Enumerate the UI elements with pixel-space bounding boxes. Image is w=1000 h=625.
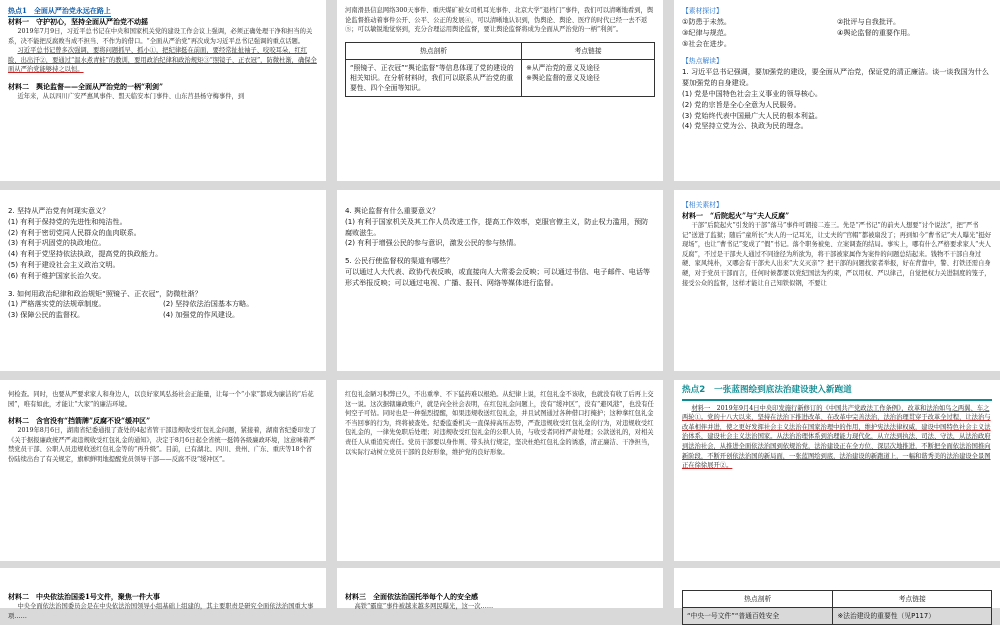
question: 1. 习近平总书记强调，要加强党的建设，要全面从严治党，保证党的清正廉洁。谈一谈我国为什么要加强党的自身建设。 <box>682 67 989 88</box>
slide-questions-2-3 <box>0 190 326 371</box>
answer-item: (2) 坚持依法治国基本方略。 <box>163 299 254 309</box>
analysis-table <box>345 42 655 97</box>
answer-item: (3) 有利于巩固党的执政地位。 <box>8 238 106 248</box>
keyword-item: ④舆论监督的重要作用。 <box>837 27 915 37</box>
keywords-list <box>682 17 992 49</box>
slide-material-central-doc <box>0 568 326 620</box>
table-header: 热点剖析 <box>346 42 522 59</box>
hot-topic-label: 热点1 全面从严治党永远在路上 <box>8 6 111 15</box>
question: 5. 公民行使监督权的渠道有哪些？ <box>345 256 454 266</box>
answer-item: (6) 有利于维护国家长治久安。 <box>8 270 106 280</box>
slide-material-safety <box>337 568 663 608</box>
answer-item: (3) 党始终代表中国最广大人民的根本利益。 <box>682 110 822 120</box>
analysis-table <box>682 590 992 625</box>
section-tag: 【素材探讨】 <box>682 7 723 15</box>
slide-hot-topic-2 <box>674 380 1000 561</box>
material-paragraph: 近年来，从以四川广安严惠风事件、盟天临安本门事件、山东莒县杨守梅事件，到 <box>17 92 245 100</box>
hot-topic-title <box>682 386 992 401</box>
material-title: 材料二 中央依法治国委1号文件，聚焦一件大事 <box>8 592 160 601</box>
question: 4. 舆论监督有什么重要意义？ <box>345 206 440 215</box>
slide-material-2 <box>0 380 326 561</box>
exam-point: ※舆论监督的意义及途径 <box>526 73 600 82</box>
slide-related-material <box>674 190 1000 371</box>
table-header: 考点链接 <box>522 42 655 59</box>
keyword-item: ②批评与自我批评。 <box>837 17 901 26</box>
table-cell: ※法治建设的重要性（见P117） <box>833 608 992 625</box>
answer-item: (5) 有利于建设社会主义政治文明。 <box>8 259 120 269</box>
material-title: 材料一 “后院起火”与“夫人反腐” <box>682 211 790 220</box>
material-paragraph: 材料一 2019年9月4日中央印发施行新修订的《中国共产党政法工作条例》，改革和法治如鸟之两翼、车之两轮①。党的十八大以来，坚持在法治下推进改革、在改革中完善法治，法治治理贯穿于改革全过程，让法治与改革相伴并进，使之更好发挥社会主义法治在国家治理中的作用，维护宪法法律权威，建设中国特色社会主义法治体系，建设社会主义法治国家。从法治治理体系到治理能力现代化，从立法到执法、司法、守法，从法治政府到法治社会，从推进全面依法治国到依规治党，法治建设正在全方位、深层次地推进，不断把全面依法治国推向新阶段，不断开创依法治国的新局面，一张蓝图绘到底，法治建设的新跑道上，一幅和谐秀美的法治建设全景图正在徐徐展开②。 <box>682 404 991 470</box>
slide-discussion <box>674 0 1000 181</box>
keyword-item: ⑤社会在进步。 <box>682 38 731 48</box>
answer-item: (2) 党的宗旨是全心全意为人民服务。 <box>682 99 801 109</box>
material-title: 材料三 全面依法治国托举每个人的安全感 <box>345 592 478 601</box>
answer-item: (4) 有利于党坚持依法执政，提高党的执政能力。 <box>8 249 163 259</box>
hot-topic-number: 热点2 <box>682 385 706 395</box>
table-cell: “照镜子、正衣冠”“舆论监督”等信息体现了党的建设的相关知识。在分析材料时，我们可以联系从严治党的重要性、四个全面等知识。 <box>346 59 522 96</box>
slide-material-table <box>337 0 663 181</box>
section-tag: 【相关素材】 <box>682 201 723 209</box>
answer-item: 可以通过人大代表、政协代表反映，或直接向人大常委会反映；可以通过书信、电子邮件、电话等形式举报反映；可以通过电视、广播、报刊、网络等媒体进行监督。 <box>345 266 651 287</box>
answer-item: (4) 党坚持立党为公、执政为民的理念。 <box>682 121 808 131</box>
material-title: 材料二 舆论监督——全面从严治党的一柄“利剑” <box>8 81 164 91</box>
answer-item: (4) 加强党的作风建设。 <box>163 310 240 320</box>
material-paragraph: 红包礼金陋习积弊已久，不出重拳、不下猛药难以根绝。从纪律上说，红包礼金不该收，也就没有收了后再上交这一说。这次据辖廉政账户，就是向全社会表明，在红包礼金问题上，没有“缓冲区”，没有“避风港”，也没有任何空子可钻。同时也是一种强烈提醒，如果违规收送红包礼金，并且试图通过各种借口打掩护；这种拿红包礼金不当回事的行为，终将被查处。纪委监委机关一直保持高压态势，严查违规收受红包礼金的行为，对违规收受红包礼金的，一律先免职后处理；对违规收受红包礼金的公职人员，与收受者同样严肃处理；公款送礼的，对相关责任人从重追究责任。党员干部要以身作则、带头执行规定，坚决杜绝红包礼金的诱惑，清正廉洁、干净担当，以实际行动树立党员干部的良好形象，维护党的良好形象。 <box>345 391 654 456</box>
section-tag: 【热点解读】 <box>682 57 723 66</box>
keyword-item: ③纪律与规范。 <box>682 27 731 37</box>
table-header: 热点剖析 <box>683 591 833 608</box>
material-paragraph: 干部“后院起火”引发的干部“落马”事件可谓接二连三。先是“严书记”的前夫人想要“讨个说法”，把“严书记”送进了监狱；随后“童所长”夫人的一记耳光，让丈夫的“官帽”都被扇没了；再到如今“曹书记”夫人曝光“挺好现场”，也让“曹书记”变成了“假”书记。落个职务被免、立案调查的结局。事实上，哪有什么严格要求家人“夫人反腐”，不过是干部夫人通过不同途径为所欲为，将干部被家属作为案件的问题总结起来。钱物不干部自身过硬、家风纯朴，又哪会有干部夫人出来“大义灭亲”？把干部的问题找家者举报，好在背靠中，警、打铁还需自身硬，对于党员干部而言，任何时候都要以党纪国法为约束，严以用权、严以律己，自觉把权力关进制度的笼子，接受公众的监督，这样才能让自己知铁似钢，不要让 <box>682 222 992 287</box>
answer-item: (2) 有利于密切党同人民群众的血肉联系。 <box>8 227 141 237</box>
table-header: 考点链接 <box>833 591 992 608</box>
material-paragraph: 习近平总书记曾多次强调，要将问题抓早、抓小①，把纪律挺在前面，要经常扯扯袖子、咬咬耳朵，红红脸、出出汗②，要通过“温水煮青蛙”的教训，要用政治纪律和政治规矩③“照镜子、正衣冠”，防微杜渐，确保全面从严治党能够持之以恒。 <box>8 47 317 74</box>
answer-item: (1) 严格落实党的法规章制度。 <box>8 299 106 309</box>
material-paragraph: 河南滑县信息网络300天事件、重庆煤矿被女司机耳光事件、北京大学“退档门”事件，我们可以清晰地看到，舆论监督推动着事件公开、公平、公正的发展④，可以清晰地认识到，伪舆论、舆论、医疗的时代已经一去不返⑤；可以敏锐地觉察到，充分合理运用舆论监督，要让舆论监督将成为全面从严治党的一柄“利剑”。 <box>345 7 654 34</box>
material-title: 材料一 守护初心，坚持全面从严治党不动摇 <box>8 17 148 26</box>
answer-item: (1) 有利于国家机关及其工作人员改进工作，提高工作效率，克服官僚主义，防止权力滥用，预防腐败滋生。 <box>345 216 649 237</box>
hot-topic-heading: 一张蓝图绘到底法治建设驶入新跑道 <box>714 385 852 395</box>
question: 3. 如何用政治纪律和政治规矩“照镜子、正衣冠”，防微杜渐？ <box>8 288 202 298</box>
material-paragraph: 2019年7月9日，习近平总书记在中央和国家机关党的建设工作会议上强调，必须正确处理干净和担当的关系，决不能把反腐败当成不担当、不作为的借口。“全面从严治党”再次成为习近平总书记强调的重点话题。 <box>8 28 313 45</box>
answer-item: (3) 保障公民的监督权。 <box>8 310 85 320</box>
slide-analysis-table-2 <box>674 568 1000 620</box>
answer-row <box>8 299 318 321</box>
slide-questions-4-5 <box>337 190 663 371</box>
answer-item: (1) 有利于保持党的先进性和纯洁性。 <box>8 216 127 226</box>
material-paragraph: 高铁“霸座”事件被越来越多网民曝光，这一次…… <box>354 603 494 610</box>
slide-material-continued <box>337 380 663 561</box>
slide-hot-topic-1 <box>0 0 326 181</box>
answer-item: (2) 有利于增强公民的参与意识，激发公民的参与热情。 <box>345 238 521 248</box>
exam-point: ※从严治党的意义及途径 <box>526 63 600 72</box>
keyword-item: ①防患于未然。 <box>682 17 731 26</box>
table-cell: “中央一号文件”“普通百姓安全 <box>683 608 833 625</box>
answer-item: (1) 党是中国特色社会主义事业的领导核心。 <box>682 88 822 98</box>
material-paragraph: 中央全面依法治国委员会是在中央依法治国领导小组基础上组建的，其主要职责是研究全面依法治国重大事项…… <box>8 603 314 620</box>
material-paragraph: 2019年8月6日，湖南省纪委通报了查处的4起省管干部违规收受红包礼金问题，紧接着，湖南省纪委印发了《关于据报廉政统严严肃违规收受红包礼金的通知》，决定于8月6日起全省统一挺铸各级廉政环境，这意味着严禁党员干部、公职人员违规收送红包礼金等的“再升级”。目前，已有湖北、四川、贵州、广东、重庆等18个省份陆续出台了有关规定，旗帜鲜明地提醒党员领导干部——反腐不设“缓冲区”。 <box>8 427 317 463</box>
table-cell <box>522 59 655 96</box>
material-title: 材料二 含官没有“挡箭牌”反腐不设“缓冲区” <box>8 416 151 426</box>
material-paragraph: 何检查。同时，也要从严要求家人和身边人，以良好家风弘扬社会正能量，让每一个“小家”都成为廉洁的“后花园”，唯有如此，才能让“大家”的廉洁环境。 <box>8 391 314 408</box>
question: 2. 坚持从严治党有何现实意义？ <box>8 206 110 215</box>
